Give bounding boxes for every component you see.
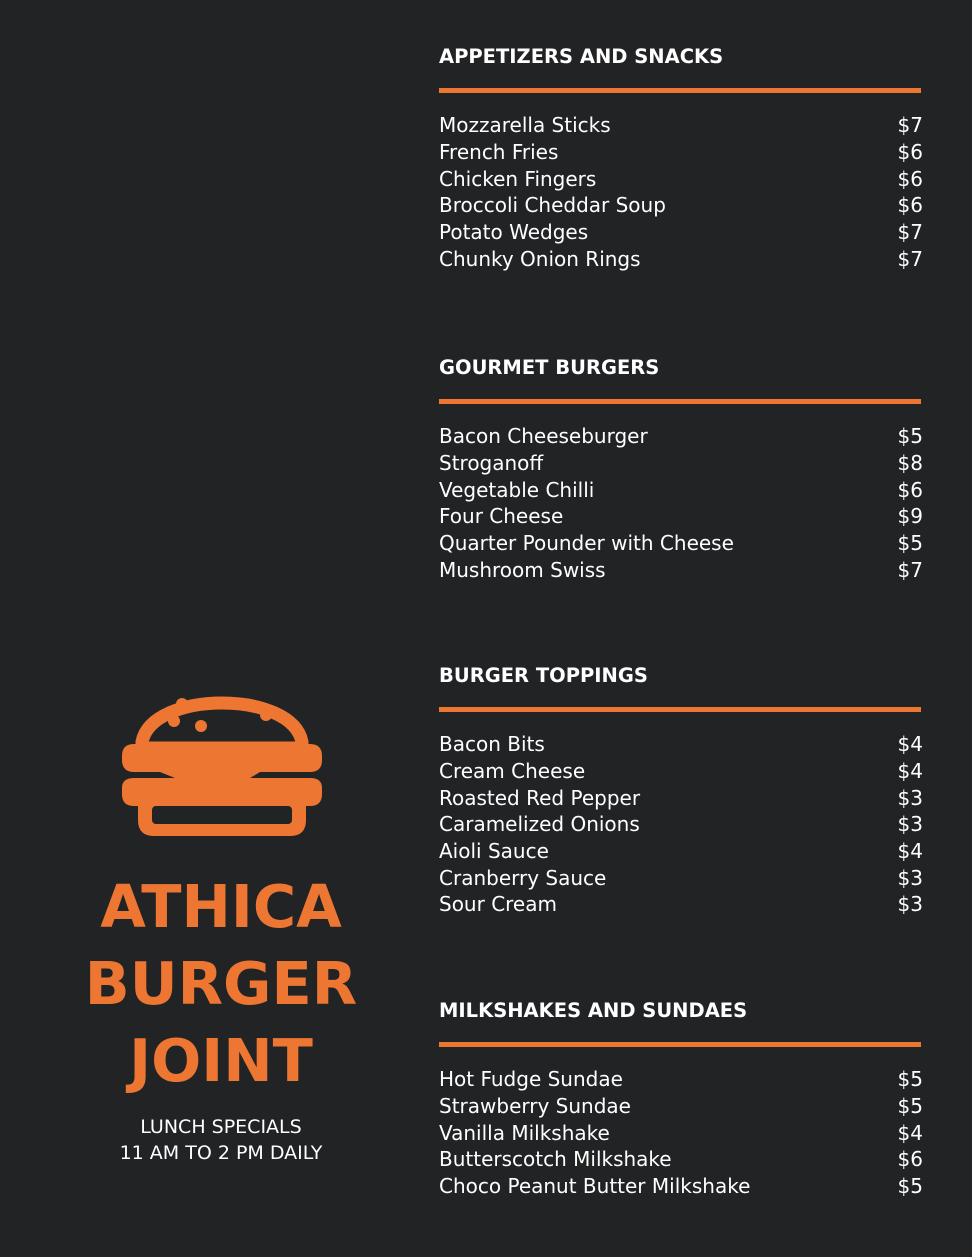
item-name: Caramelized Onions	[439, 812, 640, 837]
item-name: Quarter Pounder with Cheese	[439, 531, 734, 556]
item-price: $6	[897, 166, 923, 191]
tagline-line-2: 11 AM TO 2 PM DAILY	[119, 1142, 323, 1164]
item-price: $4	[897, 759, 923, 784]
menu-item	[439, 139, 923, 166]
item-name: Sour Cream	[439, 892, 557, 917]
menu-item	[439, 784, 923, 811]
item-name: Mozzarella Sticks	[439, 113, 611, 138]
section-title: APPETIZERS AND SNACKS	[439, 45, 724, 68]
menu-item	[439, 1146, 923, 1173]
item-price: $7	[897, 557, 923, 582]
menu-item-list	[439, 1066, 923, 1199]
menu-item	[439, 476, 923, 503]
menu-item-list	[439, 112, 923, 272]
item-name: Four Cheese	[439, 504, 564, 529]
menu-item	[439, 503, 923, 530]
item-price: $5	[897, 1174, 923, 1199]
item-name: Strawberry Sundae	[439, 1094, 631, 1119]
menu-item	[439, 530, 923, 557]
menu-item-list	[439, 731, 923, 918]
item-name: Hot Fudge Sundae	[439, 1067, 623, 1092]
restaurant-name-line-2: BURGER	[84, 949, 358, 1018]
menu-item	[439, 192, 923, 219]
menu-item	[439, 1119, 923, 1146]
item-name: Broccoli Cheddar Soup	[439, 193, 666, 218]
section-divider	[439, 1042, 921, 1047]
item-price: $7	[897, 220, 923, 245]
restaurant-name-line-1: ATHICA	[100, 872, 342, 941]
item-name: Butterscotch Milkshake	[439, 1147, 672, 1172]
item-name: Stroganoff	[439, 451, 544, 476]
item-name: Vanilla Milkshake	[439, 1120, 610, 1145]
item-price: $6	[897, 1147, 923, 1172]
menu-item	[439, 556, 923, 583]
item-price: $3	[897, 812, 923, 837]
menu-item	[439, 811, 923, 838]
item-price: $5	[897, 531, 923, 556]
item-price: $7	[897, 113, 923, 138]
menu-item	[439, 838, 923, 865]
tagline-line-1: LUNCH SPECIALS	[140, 1116, 302, 1138]
item-name: Chunky Onion Rings	[439, 246, 641, 271]
menu-item	[439, 1066, 923, 1093]
item-price: $3	[897, 785, 923, 810]
section-title: MILKSHAKES AND SUNDAES	[439, 999, 748, 1022]
section-title: BURGER TOPPINGS	[439, 664, 648, 687]
burger-icon	[110, 672, 334, 844]
item-price: $5	[897, 424, 923, 449]
item-price: $4	[897, 732, 923, 757]
item-price: $3	[897, 865, 923, 890]
menu-item	[439, 1093, 923, 1120]
item-price: $6	[897, 477, 923, 502]
item-price: $3	[897, 892, 923, 917]
menu-item	[439, 731, 923, 758]
restaurant-name-line-3: JOINT	[129, 1026, 313, 1095]
item-price: $6	[897, 193, 923, 218]
section-divider	[439, 707, 921, 712]
menu-item	[439, 165, 923, 192]
item-name: Aioli Sauce	[439, 839, 549, 864]
menu-item-list	[439, 423, 923, 583]
item-price: $5	[897, 1067, 923, 1092]
item-name: Bacon Cheeseburger	[439, 424, 648, 449]
item-name: Roasted Red Pepper	[439, 785, 641, 810]
item-price: $4	[897, 1120, 923, 1145]
menu-item	[439, 1173, 923, 1200]
menu-item	[439, 423, 923, 450]
item-name: Bacon Bits	[439, 732, 545, 757]
item-name: Cream Cheese	[439, 759, 586, 784]
menu-item	[439, 245, 923, 272]
menu-item	[439, 758, 923, 785]
item-name: French Fries	[439, 140, 559, 165]
section-divider	[439, 88, 921, 93]
item-name: Chicken Fingers	[439, 166, 597, 191]
restaurant-name	[40, 868, 402, 1099]
menu-item	[439, 891, 923, 918]
item-name: Choco Peanut Butter Milkshake	[439, 1174, 751, 1199]
item-name: Vegetable Chilli	[439, 477, 595, 502]
menu-item	[439, 450, 923, 477]
menu-item	[439, 864, 923, 891]
tagline	[40, 1114, 402, 1166]
item-price: $5	[897, 1094, 923, 1119]
menu-item	[439, 219, 923, 246]
item-price: $6	[897, 140, 923, 165]
item-price: $7	[897, 246, 923, 271]
item-name: Potato Wedges	[439, 220, 589, 245]
brand-panel	[40, 0, 402, 1257]
item-price: $9	[897, 504, 923, 529]
section-title: GOURMET BURGERS	[439, 356, 660, 379]
item-name: Cranberry Sauce	[439, 865, 607, 890]
item-price: $8	[897, 451, 923, 476]
item-name: Mushroom Swiss	[439, 557, 606, 582]
section-divider	[439, 399, 921, 404]
item-price: $4	[897, 839, 923, 864]
menu-item	[439, 112, 923, 139]
